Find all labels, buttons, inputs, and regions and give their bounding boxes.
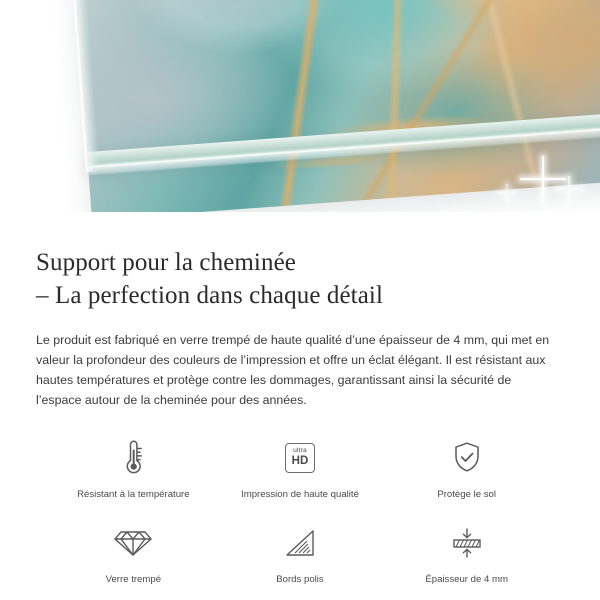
feature-label: Verre trempé [105,573,162,585]
thickness-icon [447,521,487,565]
diamond-icon [113,521,153,565]
page-title [36,246,564,313]
feature-item-floor-protection [383,432,550,507]
feature-item-thickness [383,517,550,592]
marble-veins [71,0,600,212]
feature-item-temperature-resistant [50,432,217,507]
page-title-line-1: Support pour la cheminée [36,249,296,276]
feature-item-print-quality [217,432,384,507]
feature-label: Bords polis [276,573,324,585]
page-title-line-2: – La perfection dans chaque détail [36,282,383,310]
ultra-hd-badge-top: ultra [293,447,307,455]
shield-check-icon [450,436,484,480]
product-description-text: Le produit est fabriqué en verre trempé de haute qualité d’une épaisseur de 4 mm, qui met en valeur la profondeur des couleurs de l’impression et offre un éclat élégant. Il est résistant aux hautes températures et protège contre les dommages, garantissant ainsi la sécurité de l’espace autour de la cheminée pour des années. [36,332,550,407]
hero-image-inner [0,0,600,212]
ultra-hd-icon [285,436,315,480]
feature-item-tempered-glass [50,517,217,592]
hero-image [0,0,600,212]
feature-label: Épaisseur de 4 mm [425,573,508,585]
feature-item-polished-edges [217,517,384,592]
polished-edges-icon [283,521,317,565]
content-section [0,212,600,592]
thermometer-icon [116,436,150,480]
feature-label: Protège le sol [437,488,496,500]
feature-grid [36,432,564,592]
feature-label: Impression de haute qualité [241,488,359,500]
ultra-hd-badge [285,443,315,473]
ultra-hd-badge-main: HD [291,454,309,467]
feature-label: Résistant à la température [77,488,190,500]
marble-glass-panel [71,0,600,212]
